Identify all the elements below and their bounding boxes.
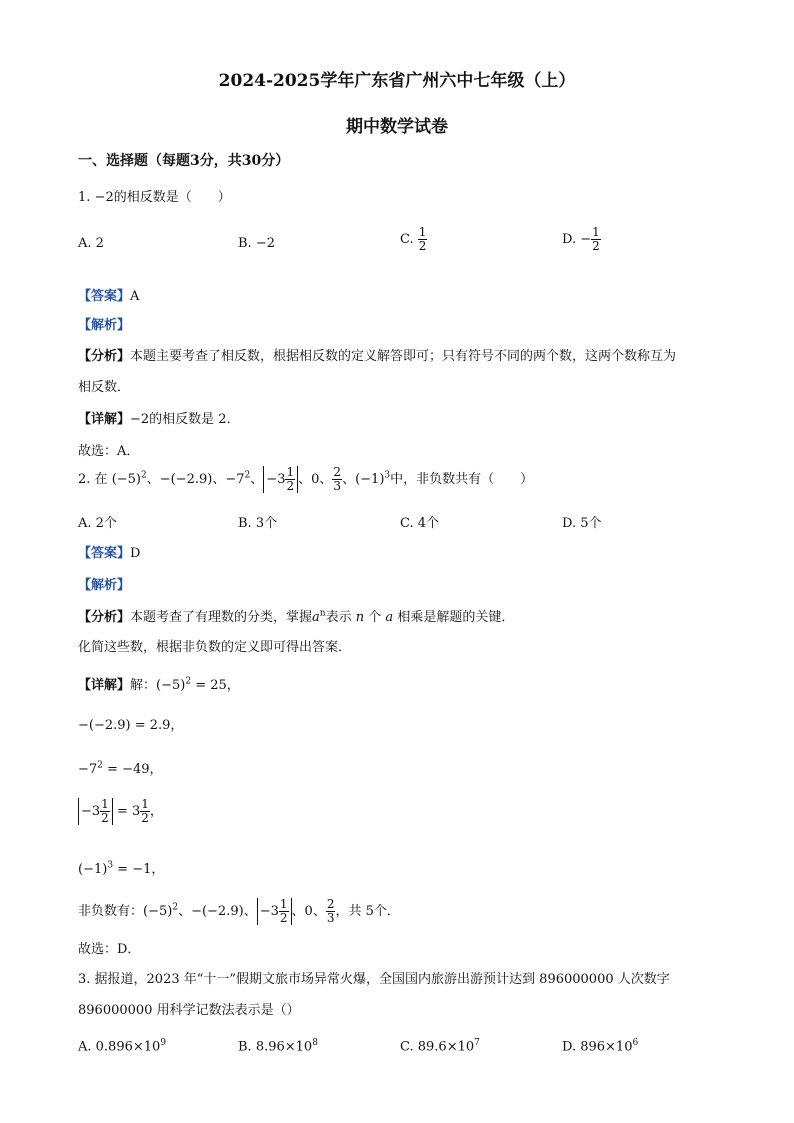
q1-answer: 【答案】A (78, 289, 140, 304)
q2-nonneg: 非负数有：$(-5)^2$、−(−2.9)、 −3 $\frac{1}{2}$ 、0、 $\frac{2}{3}$ ，共 5个． (78, 897, 400, 925)
section-heading: 一、选择题（每题3分，共30分） (78, 153, 290, 169)
q2-choose: 故选：D． (78, 942, 141, 957)
question-1: 1. −2的相反数是（ ） (78, 190, 231, 205)
q1-option-b: B. −2 (238, 236, 275, 251)
question-2: 2. 在 $(-5)^2$、−(−2.9)、$-7^2$、 −3 $\frac{1}{2}$ 、0、 $\frac{2}{3}$ 、$(-1)^3$中，非负数共有（ ） (78, 465, 534, 493)
q2-step-5: $(-1)^3 = -1$， (78, 860, 165, 877)
q3-option-a: A. $0.896\times 10^9$ (78, 1038, 167, 1055)
q2-option-a: A. 2个 (78, 516, 117, 531)
q2-option-b: B. 3个 (238, 516, 278, 531)
q2-option-d: D. 5个 (562, 516, 602, 531)
q1-detail: 【详解】−2的相反数是 2． (78, 412, 240, 427)
q3-option-d: D. $896\times 10^6$ (562, 1038, 639, 1055)
q2-answer: 【答案】D (78, 546, 141, 561)
q1-option-a: A. 2 (78, 236, 104, 251)
q1-choose: 故选：A． (78, 444, 140, 459)
q1-fenxi: 【分析】本题主要考查了相反数，根据相反数的定义解答即可；只有符号不同的两个数，这两个数称互为 (78, 349, 677, 364)
q2-detail: 【详解】解：$(-5)^2 = 25$， (78, 676, 240, 693)
q1-fenxi-line2: 相反数． (78, 380, 131, 395)
q2-fenxi-line2: 化简这些数，根据非负数的定义即可得出答案． (78, 640, 352, 655)
title-line1: 2024-2025学年广东省广州六中七年级（上） (218, 71, 576, 91)
q2-fenxi: 【分析】本题考查了有理数的分类，掌握$a^n$表示 n 个 a 相乘是解题的关键． (78, 608, 515, 625)
title-line2: 期中数学试卷 (346, 117, 448, 137)
q3-option-c: C. $89.6\times 10^7$ (400, 1038, 480, 1055)
question-3-line2: 896000000 用科学记数法表示是（） (78, 1003, 300, 1018)
q3-option-b: B. $8.96\times 10^8$ (238, 1038, 318, 1055)
q2-step-2: −(−2.9) = 2.9， (78, 718, 184, 733)
q1-analysis-tag: 【解析】 (78, 318, 131, 333)
question-3-line1: 3. 据报道，2023 年“十一”假期文旅市场异常火爆，全国国内旅游出游预计达到 896000000 人次数字 (78, 972, 670, 987)
q2-step-4: −3 $\frac{1}{2}$ = 3 $\frac{1}{2}$ ， (78, 798, 163, 825)
q1-option-c: C. $\frac{1}{2}$ (400, 225, 427, 253)
q1-option-d: D. − $\frac{1}{2}$ (562, 225, 600, 253)
q2-option-c: C. 4个 (400, 516, 440, 531)
q2-analysis-tag: 【解析】 (78, 578, 131, 593)
q2-step-3: $-7^2 = -49$， (78, 760, 163, 777)
